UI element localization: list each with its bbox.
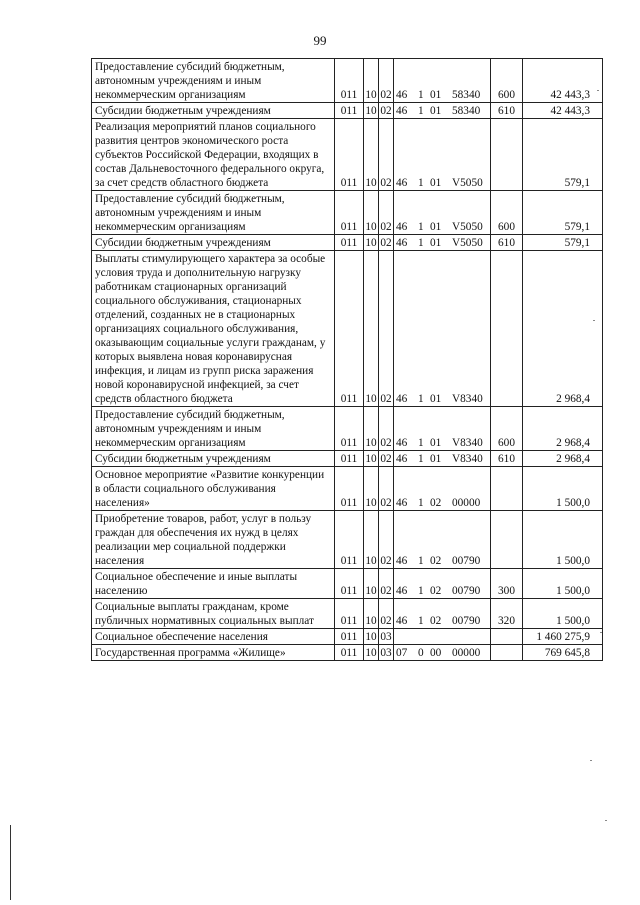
subsection-code: 02 [379, 467, 394, 511]
scan-speck [605, 820, 607, 821]
table-row [92, 191, 603, 235]
amount: 2 968,4 [523, 251, 603, 407]
target-article-part: 02 [430, 497, 442, 509]
target-article-part: 1 [418, 177, 424, 189]
section-code: 10 [364, 119, 379, 191]
section-code: 10 [364, 511, 379, 569]
expense-type-code [491, 251, 523, 407]
target-article-part: 01 [430, 237, 442, 249]
section-code: 10 [364, 59, 379, 103]
target-article-code [394, 569, 491, 599]
ministry-code: 011 [335, 569, 364, 599]
target-article-code [394, 119, 491, 191]
table-row [92, 235, 603, 251]
target-article-part: 00000 [452, 647, 481, 659]
subsection-code: 02 [379, 235, 394, 251]
target-article-part: 02 [430, 555, 442, 567]
target-article-part: 01 [430, 177, 442, 189]
section-code: 10 [364, 569, 379, 599]
table-row [92, 451, 603, 467]
target-article-part: 02 [430, 615, 442, 627]
table-row [92, 119, 603, 191]
amount: 2 968,4 [523, 407, 603, 451]
target-article-part: V8340 [452, 453, 483, 465]
target-article-part: 01 [430, 105, 442, 117]
ministry-code: 011 [335, 119, 364, 191]
expense-type-code: 600 [491, 191, 523, 235]
target-article-code [394, 645, 491, 661]
subsection-code: 02 [379, 511, 394, 569]
expense-type-code: 610 [491, 235, 523, 251]
target-article-code [394, 511, 491, 569]
ministry-code: 011 [335, 645, 364, 661]
subsection-code: 02 [379, 599, 394, 629]
section-code: 10 [364, 191, 379, 235]
expense-type-code [491, 119, 523, 191]
amount: 769 645,8 [523, 645, 603, 661]
target-article-part: 1 [418, 497, 424, 509]
subsection-code: 02 [379, 451, 394, 467]
row-name: Субсидии бюджетным учреждениям [92, 103, 335, 119]
target-article-code [394, 407, 491, 451]
table-row [92, 59, 603, 103]
target-article-code [394, 103, 491, 119]
target-article-part: 1 [418, 105, 424, 117]
amount: 42 443,3 [523, 103, 603, 119]
amount: 1 500,0 [523, 569, 603, 599]
scan-speck [597, 90, 599, 91]
target-article-part: V8340 [452, 437, 483, 449]
target-article-part: 1 [418, 89, 424, 101]
target-article-code [394, 599, 491, 629]
target-article-part: 1 [418, 615, 424, 627]
row-name: Субсидии бюджетным учреждениям [92, 235, 335, 251]
ministry-code: 011 [335, 467, 364, 511]
expense-type-code: 320 [491, 599, 523, 629]
target-article-part: 1 [418, 555, 424, 567]
table-row [92, 599, 603, 629]
expense-type-code [491, 467, 523, 511]
target-article-part: 00790 [452, 585, 481, 597]
table-row [92, 251, 603, 407]
ministry-code: 011 [335, 191, 364, 235]
target-article-part: 46 [396, 393, 408, 405]
row-name: Предоставление субсидий бюджетным, автономным учреждениям и иным некоммерческим организациям [92, 59, 335, 103]
amount: 1 500,0 [523, 511, 603, 569]
target-article-part: 00 [430, 647, 442, 659]
page-number: 99 [313, 33, 327, 48]
target-article-part: V5050 [452, 177, 483, 189]
amount: 1 500,0 [523, 599, 603, 629]
section-code: 10 [364, 599, 379, 629]
row-name: Основное мероприятие «Развитие конкуренции в области социального обслуживания населения» [92, 467, 335, 511]
target-article-part: 46 [396, 237, 408, 249]
row-name: Выплаты стимулирующего характера за особые условия труда и дополнительную нагрузку работникам стационарных организаций социального обслуживания, стационарных отделений, созданных не в стационарных организациях социального обслуживания, оказывающим социальные услуги гражданам, у которых выявлена новая коронавирусная инфекция, и лицам из групп риска заражения новой коронавирусной инфекцией, за счет средств областного бюджета [92, 251, 335, 407]
target-article-part: 46 [396, 105, 408, 117]
target-article-part: 46 [396, 555, 408, 567]
row-name: Приобретение товаров, работ, услуг в пользу граждан для обеспечения их нужд в целях реализации мер социальной поддержки населения [92, 511, 335, 569]
target-article-part: 0 [418, 647, 424, 659]
ministry-code: 011 [335, 251, 364, 407]
row-name: Социальные выплаты гражданам, кроме публичных нормативных социальных выплат [92, 599, 335, 629]
subsection-code: 02 [379, 251, 394, 407]
target-article-code [394, 451, 491, 467]
ministry-code: 011 [335, 103, 364, 119]
target-article-part: 46 [396, 497, 408, 509]
table-row [92, 103, 603, 119]
section-code: 10 [364, 451, 379, 467]
target-article-part: 58340 [452, 89, 481, 101]
budget-table [91, 58, 603, 661]
target-article-part: 46 [396, 437, 408, 449]
table-row [92, 629, 603, 645]
subsection-code: 03 [379, 629, 394, 645]
target-article-code [394, 251, 491, 407]
table-row [92, 467, 603, 511]
section-code: 10 [364, 235, 379, 251]
target-article-part: 1 [418, 453, 424, 465]
target-article-part: 1 [418, 237, 424, 249]
amount: 1 500,0 [523, 467, 603, 511]
expense-type-code [491, 629, 523, 645]
target-article-part: V5050 [452, 237, 483, 249]
row-name: Социальное обеспечение и иные выплаты населению [92, 569, 335, 599]
amount: 2 968,4 [523, 451, 603, 467]
expense-type-code: 610 [491, 451, 523, 467]
table-row [92, 511, 603, 569]
target-article-part: 02 [430, 585, 442, 597]
target-article-code [394, 467, 491, 511]
expense-type-code [491, 645, 523, 661]
target-article-part: 46 [396, 89, 408, 101]
target-article-code [394, 629, 491, 645]
target-article-part: 1 [418, 393, 424, 405]
target-article-part: 46 [396, 177, 408, 189]
target-article-code [394, 59, 491, 103]
row-name: Предоставление субсидий бюджетным, автономным учреждениям и иным некоммерческим организациям [92, 191, 335, 235]
target-article-part: 46 [396, 221, 408, 233]
subsection-code: 02 [379, 191, 394, 235]
amount: 579,1 [523, 191, 603, 235]
section-code: 10 [364, 467, 379, 511]
target-article-part: 01 [430, 437, 442, 449]
scan-speck [593, 320, 595, 321]
target-article-part: 46 [396, 615, 408, 627]
target-article-part: 1 [418, 221, 424, 233]
ministry-code: 011 [335, 599, 364, 629]
subsection-code: 02 [379, 59, 394, 103]
subsection-code: 02 [379, 569, 394, 599]
subsection-code: 02 [379, 407, 394, 451]
section-code: 10 [364, 103, 379, 119]
ministry-code: 011 [335, 511, 364, 569]
row-name: Субсидии бюджетным учреждениям [92, 451, 335, 467]
target-article-part: 07 [396, 647, 408, 659]
section-code: 10 [364, 629, 379, 645]
amount: 579,1 [523, 235, 603, 251]
row-name: Социальное обеспечение населения [92, 629, 335, 645]
row-name: Государственная программа «Жилище» [92, 645, 335, 661]
expense-type-code: 610 [491, 103, 523, 119]
section-code: 10 [364, 251, 379, 407]
target-article-part: 01 [430, 453, 442, 465]
subsection-code: 03 [379, 645, 394, 661]
ministry-code: 011 [335, 59, 364, 103]
target-article-part: 01 [430, 393, 442, 405]
target-article-part: 1 [418, 585, 424, 597]
amount: 42 443,3 [523, 59, 603, 103]
expense-type-code: 300 [491, 569, 523, 599]
scan-speck [590, 760, 592, 761]
amount: 579,1 [523, 119, 603, 191]
target-article-part: V8340 [452, 393, 483, 405]
target-article-part: 1 [418, 437, 424, 449]
ministry-code: 011 [335, 235, 364, 251]
target-article-code [394, 235, 491, 251]
subsection-code: 02 [379, 119, 394, 191]
target-article-part: 58340 [452, 105, 481, 117]
target-article-part: 01 [430, 221, 442, 233]
ministry-code: 011 [335, 451, 364, 467]
table-row [92, 407, 603, 451]
section-code: 10 [364, 645, 379, 661]
target-article-part: 00790 [452, 555, 481, 567]
target-article-part: V5050 [452, 221, 483, 233]
target-article-part: 00000 [452, 497, 481, 509]
target-article-part: 00790 [452, 615, 481, 627]
target-article-code [394, 191, 491, 235]
ministry-code: 011 [335, 407, 364, 451]
target-article-part: 46 [396, 585, 408, 597]
ministry-code: 011 [335, 629, 364, 645]
table-row [92, 569, 603, 599]
table-row [92, 645, 603, 661]
row-name: Предоставление субсидий бюджетным, автономным учреждениям и иным некоммерческим организациям [92, 407, 335, 451]
expense-type-code: 600 [491, 59, 523, 103]
expense-type-code: 600 [491, 407, 523, 451]
section-code: 10 [364, 407, 379, 451]
margin-rule [10, 825, 11, 900]
scan-speck [600, 632, 602, 633]
expense-type-code [491, 511, 523, 569]
target-article-part: 01 [430, 89, 442, 101]
target-article-part: 46 [396, 453, 408, 465]
amount: 1 460 275,9 [523, 629, 603, 645]
row-name: Реализация мероприятий планов социального развития центров экономического роста субъектов Российской Федерации, входящих в состав Дальневосточного федерального округа, за счет средств областного бюджета [92, 119, 335, 191]
subsection-code: 02 [379, 103, 394, 119]
